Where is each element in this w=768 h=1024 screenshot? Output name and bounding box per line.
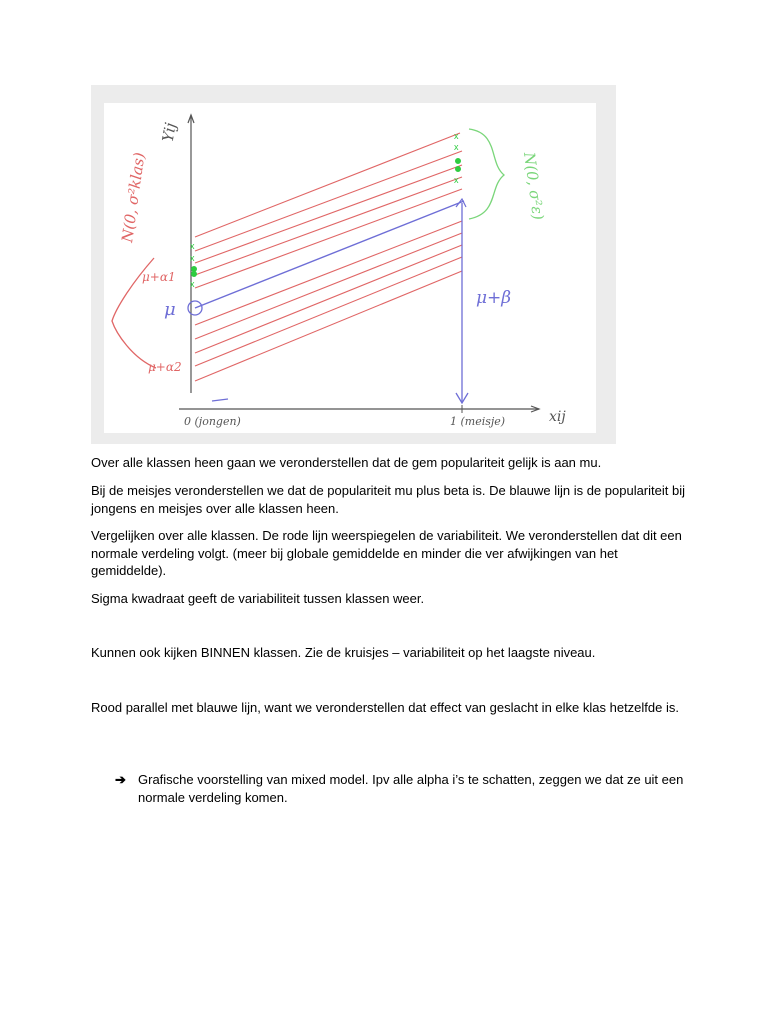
mixed-model-sketch — [104, 103, 596, 433]
sketch-svg — [104, 103, 596, 433]
svg-text:x: x — [190, 253, 195, 263]
mu-beta-label: μ+β — [476, 288, 512, 308]
svg-text:x: x — [454, 131, 459, 141]
paragraph-4: Sigma kwadraat geeft de variabiliteit tussen klassen weer. — [91, 591, 425, 606]
svg-text:x: x — [454, 142, 459, 152]
origin-dash — [212, 399, 228, 401]
paragraph-2: Bij de meisjes veronderstellen we dat de populariteit mu plus beta is. De blauwe lijn is de populariteit bij jongens en meisjes over alle klassen heen. — [91, 483, 685, 516]
paragraph-5: Kunnen ook kijken BINNEN klassen. Zie de kruisjes – variabiliteit op het laagste niveau. — [91, 645, 596, 660]
normal-error-label: N(0, σ²ε) — [520, 151, 548, 222]
bullet-text: Grafische voorstelling van mixed model. Ipv alle alpha i’s te schatten, zeggen we dat ze uit een normale verdeling komen. — [138, 772, 684, 805]
red-class-lines — [195, 133, 462, 381]
figure-frame — [91, 85, 616, 444]
svg-text:x: x — [454, 175, 459, 185]
mu-label: μ — [164, 299, 176, 320]
blue-mean-line — [195, 201, 464, 308]
y-axis-label: Yij — [158, 121, 180, 144]
x-tick-1-label: 1 (meisje) — [450, 415, 506, 428]
mu-alpha2-label: μ+α2 — [148, 360, 182, 374]
x-axis-label: xij — [549, 409, 566, 425]
normal-class-label: N(0, σ²klas) — [118, 151, 149, 244]
x-tick-0-label: 0 (jongen) — [184, 415, 241, 428]
green-crosses-right — [454, 131, 461, 185]
green-normal-curve — [469, 129, 504, 219]
paragraph-6: Rood parallel met blauwe lijn, want we veronderstellen dat effect van geslacht in elke klas hetzelfde is. — [91, 700, 679, 715]
svg-text:x: x — [190, 241, 195, 251]
mu-alpha1-label: μ+α1 — [142, 270, 176, 284]
svg-text:x: x — [190, 279, 195, 289]
paragraph-1: Over alle klassen heen gaan we veronderstellen dat de gem populariteit gelijk is aan mu. — [91, 455, 602, 470]
paragraph-3: Vergelijken over alle klassen. De rode lijn weerspiegelen de variabiliteit. We veronderstellen dat dit een normale verdeling volgt. (meer bij globale gemiddelde en minder die ver afwijkingen van het gemiddelde). — [91, 528, 682, 578]
right-arrow-icon: ➔ — [115, 772, 126, 787]
